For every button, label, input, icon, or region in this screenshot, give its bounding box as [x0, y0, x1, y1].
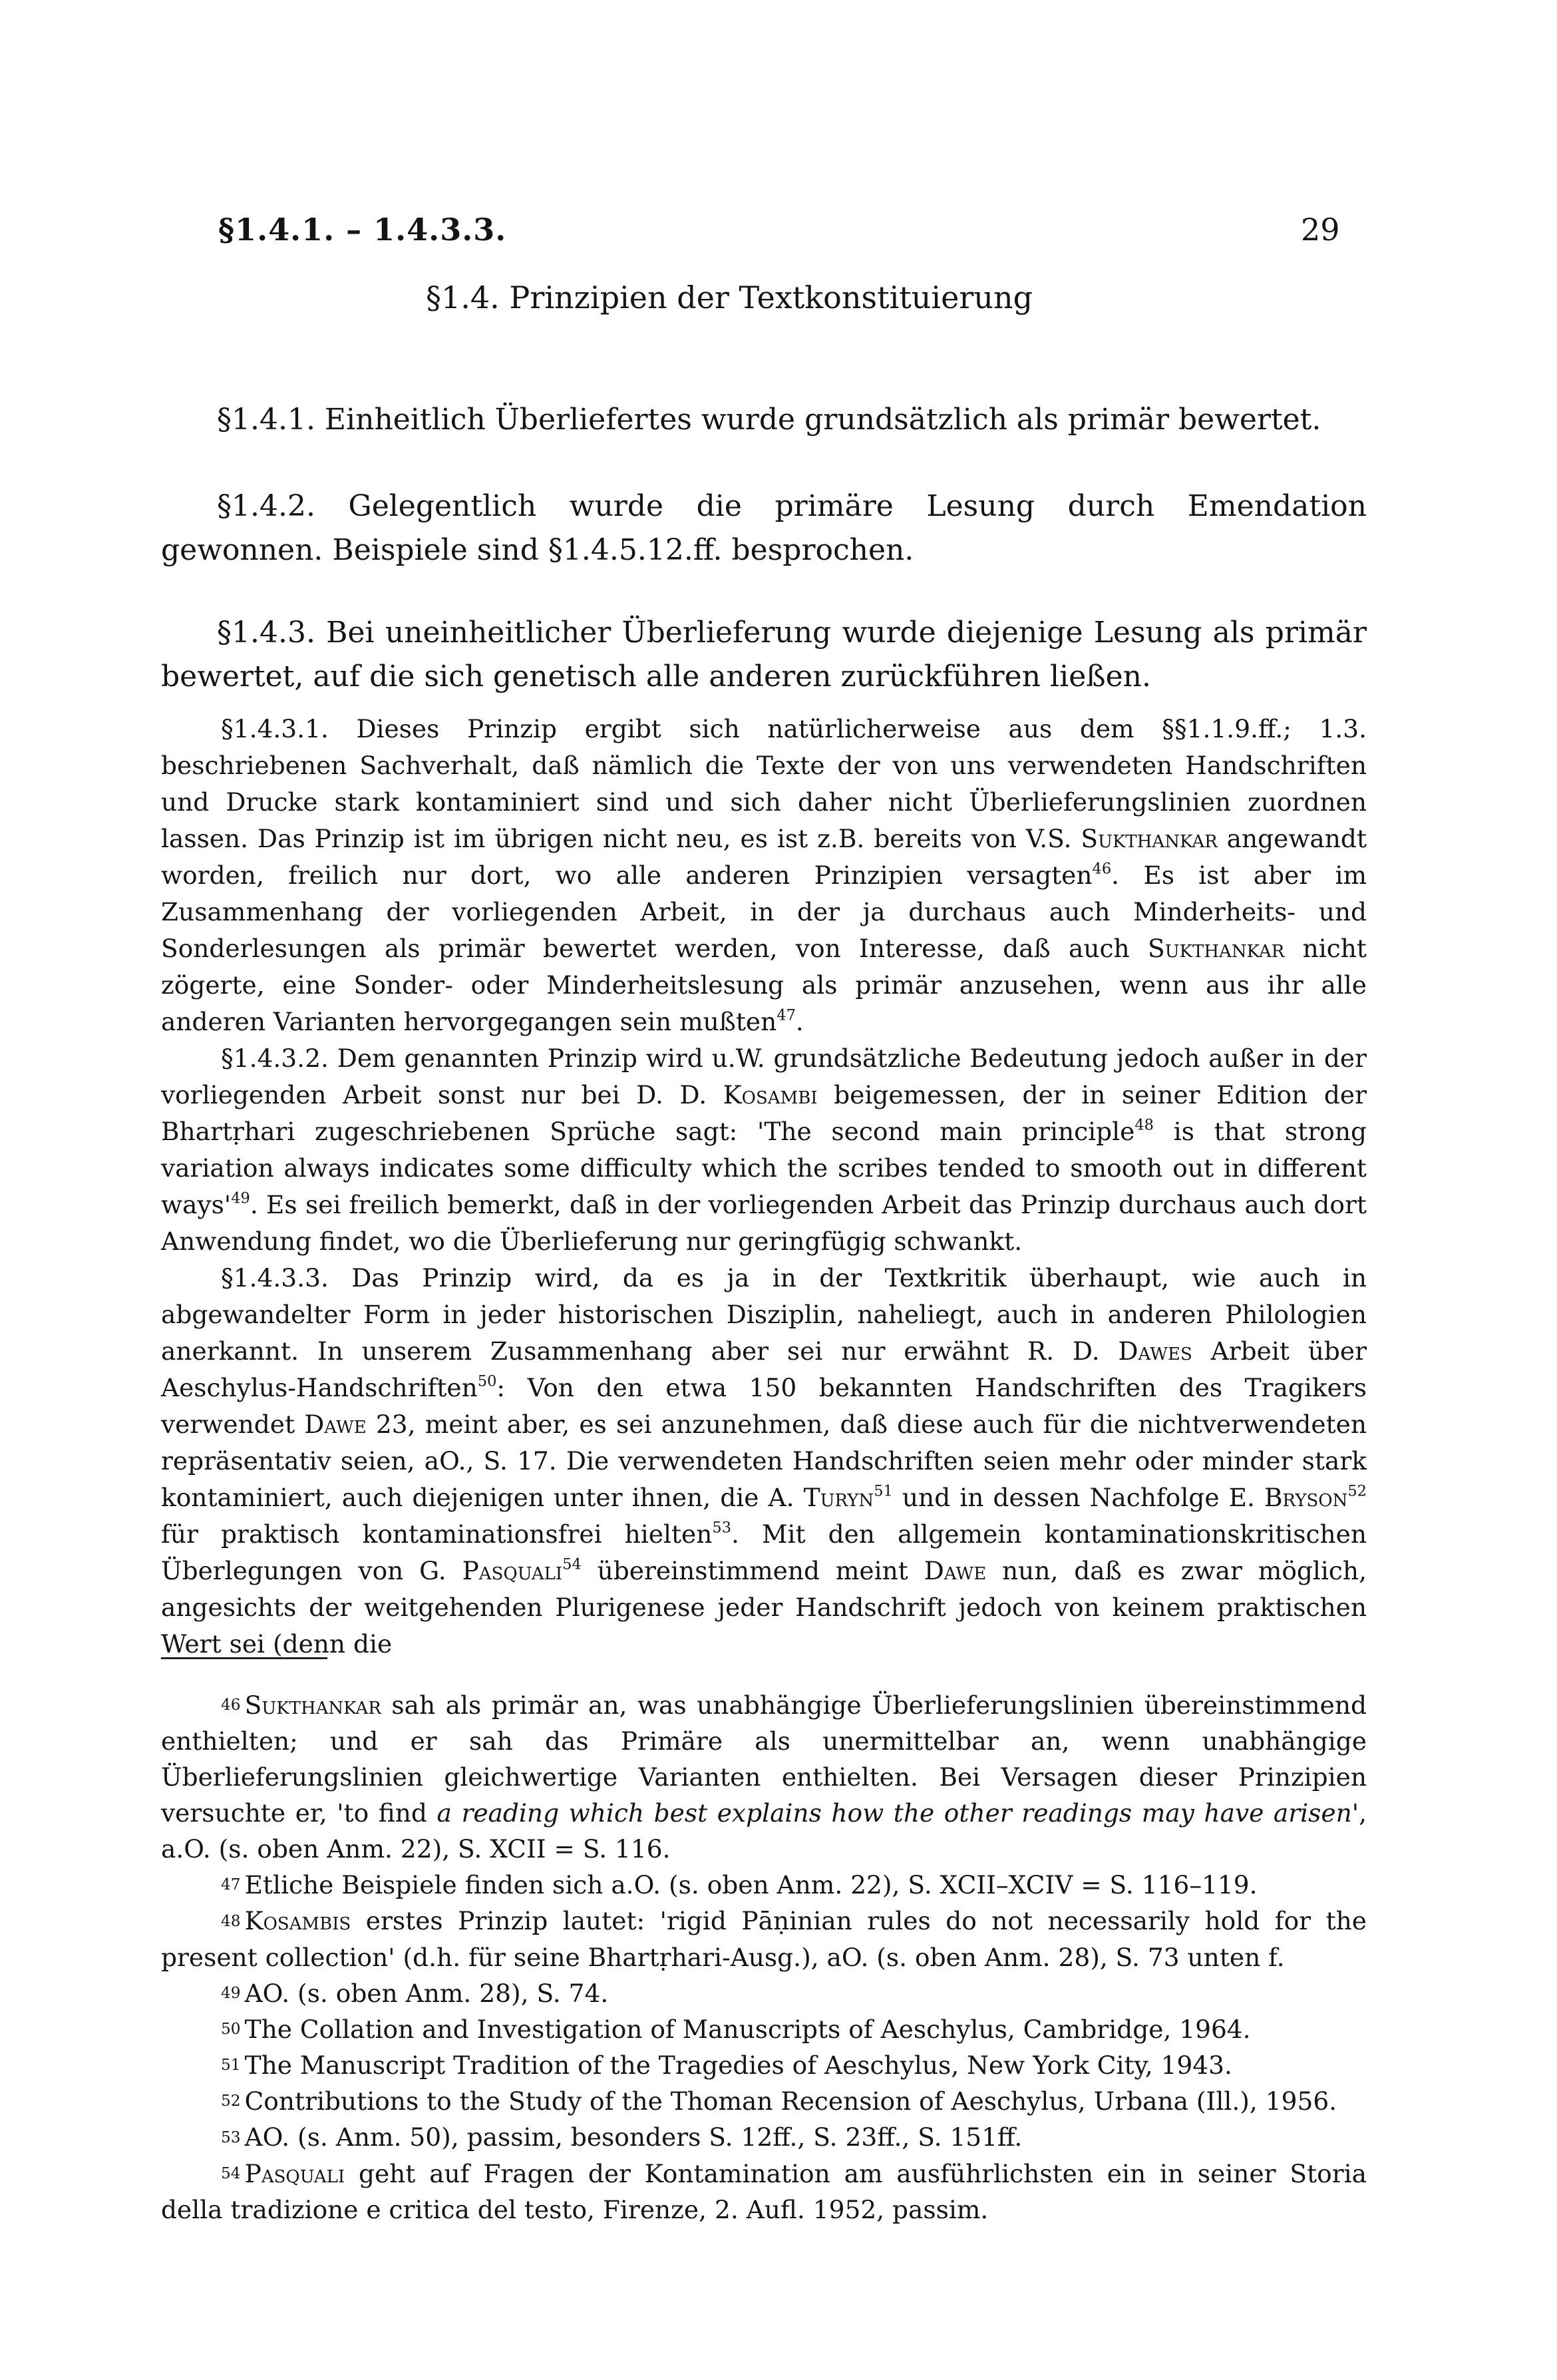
- author-name: Dawes: [1118, 1336, 1192, 1366]
- footnote-49: 49 AO. (s. oben Anm. 28), S. 74.: [221, 1978, 609, 2008]
- footnote-ref: 47: [777, 1006, 796, 1024]
- author-name: Sukthankar: [1081, 824, 1218, 853]
- footnote-54: 54 Pasquali geht auf Fragen der Kontamination am ausführlichsten ein in seiner Storia della tradizione e critica del testo, Firenze, 2. Aufl. 1952, passim.: [161, 2158, 1367, 2224]
- author-name: Pasquali: [462, 1556, 563, 1585]
- footnote-ref: 49: [231, 1189, 250, 1207]
- footnote-separator: [161, 1657, 327, 1659]
- footnote-ref: 50: [477, 1372, 497, 1390]
- author-name: Sukthankar: [1148, 934, 1285, 963]
- paragraph-1-4-2-text: §1.4.2. Gelegentlich wurde die primäre Lesung durch Emendation gewonnen. Beispiele sind §1.4.5.12.ff. besprochen.: [161, 489, 1367, 567]
- author-name: Kosambi: [723, 1080, 818, 1109]
- author-name: Kosambis: [244, 1906, 351, 1936]
- running-header-section-range: §1.4.1. – 1.4.3.3.: [218, 212, 507, 248]
- subsection-block: [161, 711, 1367, 1663]
- author-name: Sukthankar: [244, 1690, 381, 1720]
- footnote-ref: 52: [1347, 1482, 1367, 1500]
- footnotes: [161, 1687, 1367, 2228]
- author-name: Dawe: [304, 1410, 367, 1439]
- footnote-51: 51 The Manuscript Tradition of the Tragedies of Aeschylus, New York City, 1943.: [221, 2050, 1232, 2080]
- footnote-53: 53 AO. (s. Anm. 50), passim, besonders S. 12ff., S. 23ff., S. 151ff.: [221, 2122, 1023, 2152]
- footnote-48: 48 Kosambis erstes Prinzip lautet: 'rigid Pāṇinian rules do not necessarily hold for the present collection' (d.h. für seine Bhartṛhari-Ausg.), aO. (s. oben Anm. 28), S. 73 unten f.: [161, 1906, 1367, 1972]
- paragraph-1-4-1: [161, 398, 1367, 442]
- paragraph-1-4-3-3: §1.4.3.3. Das Prinzip wird, da es ja in der Textkritik überhaupt, wie auch in abgewandelter Form in jeder historischen Disziplin, naheliegt, auch in anderen Philologien anerkannt. In unserem Zusammenhang aber sei nur erwähnt R. D. Dawes Arbeit über Aeschylus-Handschriften$^{50}$: Von den etwa 150 bekannten Handschriften des Tragikers verwendet Dawe 23, meint aber, es sei anzunehmen, daß diese auch für die nichtverwendeten repräsentativ seien, aO., S. 17. Die verwendeten Handschriften seien mehr oder minder stark kontaminiert, auch diejenigen unter ihnen, die A. Turyn$^{51}$ und in dessen Nachfolge E. Bryson$^{52}$ für praktisch kontaminationsfrei hielten$^{53}$. Mit den allgemein kontaminationskritischen Überlegungen von G. Pasquali$^{54}$ übereinstimmend meint Dawe nun, daß es zwar möglich, angesichts der weitgehenden Plurigenese jeder Handschrift jedoch von keinem praktischen Wert sei (denn die: [161, 1263, 1367, 1659]
- paragraph-1-4-3-2: §1.4.3.2. Dem genannten Prinzip wird u.W. grundsätzliche Bedeutung jedoch außer in der vorliegenden Arbeit sonst nur bei D. D. Kosambi beigemessen, der in seiner Edition der Bhartṛhari zugeschriebenen Sprüche sagt: 'The second main principle$^{48}$ is that strong variation always indicates some difficulty which the scribes tended to smooth out in different $ways'^{49}$. Es sei freilich bemerkt, daß in der vorliegenden Arbeit das Prinzip durchaus auch dort Anwendung findet, wo die Überlieferung nur geringfügig schwankt.: [161, 1044, 1367, 1256]
- paragraph-1-4-1-text: §1.4.1. Einheitlich Überliefertes wurde grundsätzlich als primär bewertet.: [217, 403, 1321, 437]
- page-number: 29: [1301, 212, 1340, 248]
- footnote-ref: 51: [874, 1482, 893, 1500]
- footnote-ref: 53: [712, 1519, 732, 1537]
- paragraph-1-4-3: [161, 611, 1367, 699]
- paragraph-1-4-2: [161, 485, 1367, 572]
- footnote-52: 52 Contributions to the Study of the Thoman Recension of Aeschylus, Urbana (Ill.), 1956.: [221, 2086, 1337, 2116]
- footnote-50: 50 The Collation and Investigation of Manuscripts of Aeschylus, Cambridge, 1964.: [221, 2014, 1251, 2044]
- footnote-ref: 48: [1134, 1116, 1154, 1134]
- paragraph-1-4-3-1: §1.4.3.1. Dieses Prinzip ergibt sich natürlicherweise aus dem §§1.1.9.ff.; 1.3. beschriebenen Sachverhalt, daß nämlich die Texte der von uns verwendeten Handschriften und Drucke stark kontaminiert sind und sich daher nicht Überlieferungslinien zuordnen lassen. Das Prinzip ist im übrigen nicht neu, es ist z.B. bereits von V.S. Sukthankar angewandt worden, freilich nur dort, wo alle anderen Prinzipien versagten$^{46}$. Es ist aber im Zusammenhang der vorliegenden Arbeit, in der ja durchaus auch Minderheits- und Sonderlesungen als primär bewertet werden, von Interesse, daß auch Sukthankar nicht zögerte, eine Sonder- oder Minderheitslesung als primär anzusehen, wenn aus ihr alle anderen Varianten hervorgegangen sein mußten$^{47}$.: [161, 714, 1367, 1036]
- paragraph-1-4-3-text: §1.4.3. Bei uneinheitlicher Überlieferung wurde diejenige Lesung als primär bewertet, auf die sich genetisch alle anderen zurückführen ließen.: [161, 616, 1367, 694]
- section-title: §1.4. Prinzipien der Textkonstituierung: [426, 280, 1033, 315]
- author-name: Turyn: [803, 1483, 874, 1512]
- footnote-47: 47 Etliche Beispiele finden sich a.O. (s. oben Anm. 22), S. XCII–XCIV = S. 116–119.: [221, 1870, 1258, 1900]
- footnote-ref: 46: [1092, 860, 1112, 878]
- author-name: Dawe: [924, 1556, 987, 1585]
- footnote-ref: 54: [562, 1555, 582, 1573]
- author-name: Bryson: [1264, 1483, 1348, 1512]
- author-name: Pasquali: [244, 2158, 345, 2188]
- footnote-46: 46 Sukthankar sah als primär an, was unabhängige Überlieferungslinien übereinstimmend enthielten; und er sah das Primäre als unermittelbar an, wenn unabhängige Überlieferungslinien gleichwertige Varianten enthielten. Bei Versagen dieser Prinzipien versuchte er, 'to find a reading which best explains how the other readings may have arisen', a.O. (s. oben Anm. 22), S. XCII = S. 116.: [161, 1690, 1367, 1864]
